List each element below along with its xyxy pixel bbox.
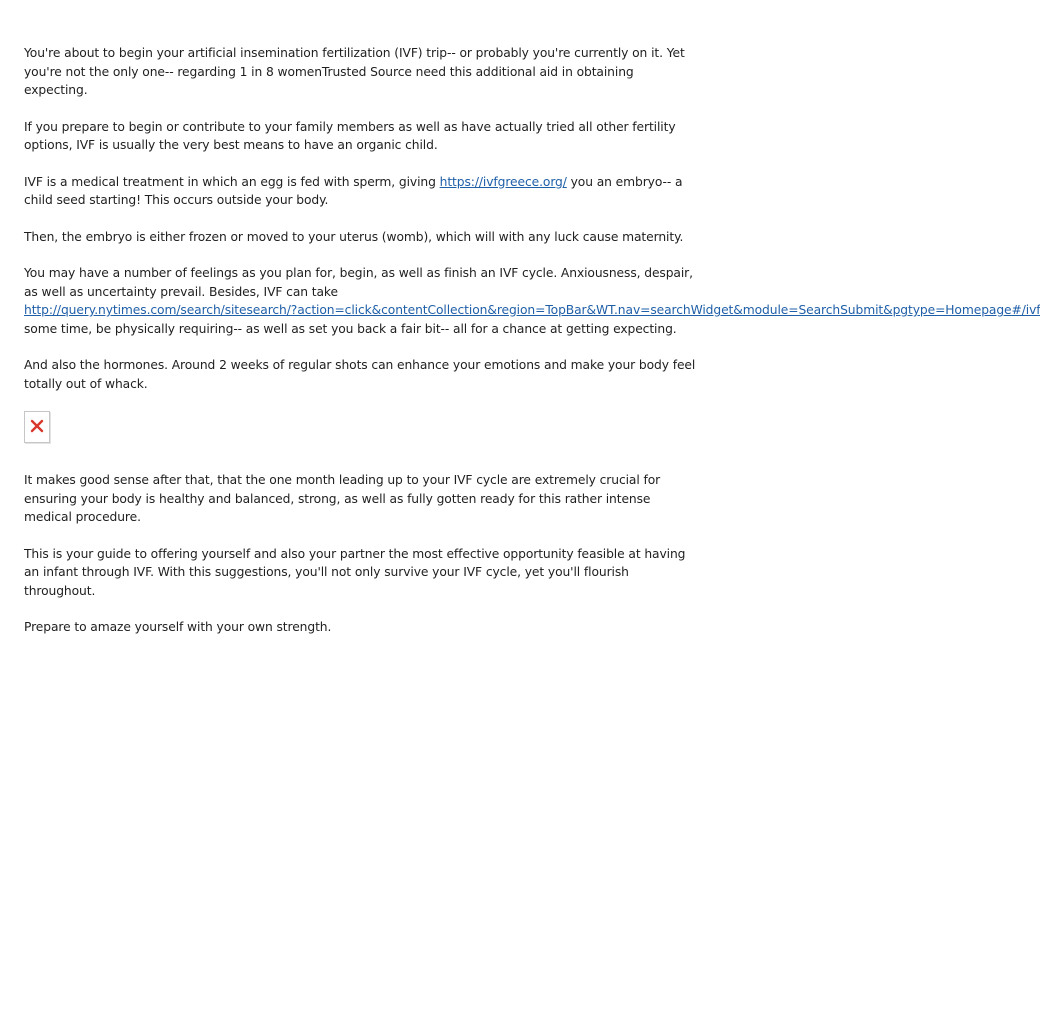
paragraph-text: IVF is a medical treatment in which an egg is fed with sperm, giving [24, 174, 440, 189]
paragraph-text: you an embryo-- a child seed starting! This occurs outside your body. [24, 174, 683, 207]
broken-image-icon [24, 411, 50, 443]
paragraph-embryo: Then, the embryo is either frozen or moved to your uterus (womb), which will with any luck cause maternity. [24, 229, 684, 244]
paragraph-guide: This is your guide to offering yourself and also your partner the most effective opportunity feasible at having an infant through IVF. With this suggestions, you'll not only survive your IVF cycle, yet you'll flourish throughout. [24, 546, 686, 598]
paragraph-feelings [24, 264, 1040, 338]
ivfgreece-link[interactable]: https://ivfgreece.org/ [439, 174, 567, 189]
paragraph-text: You may have a number of feelings as you plan for, begin, as well as finish an IVF cycle. Anxiousness, despair, as well as uncertainty prevail. Besides, IVF can take [24, 266, 693, 299]
paragraph-closing: Prepare to amaze yourself with your own strength. [24, 620, 332, 634]
paragraph-text: some time, be physically requiring-- as well as set you back a fair bit-- all for a chance at getting expecting. [24, 321, 677, 336]
paragraph-fertility-options: If you prepare to begin or contribute to your family members as well as have actually tried all other fertility options, IVF is usually the very best means to have an organic child. [24, 119, 676, 152]
paragraph-ivf-definition [24, 173, 700, 210]
document-body [24, 44, 1040, 655]
nytimes-search-link[interactable]: http://query.nytimes.com/search/sitesearch/?action=click&contentCollection&region=TopBar&WT.nav=searchWidget&module=SearchSubmit&pgtype=Homepage#/ivf [24, 303, 1040, 317]
paragraph-preparation: It makes good sense after that, that the one month leading up to your IVF cycle are extremely crucial for ensuring your body is healthy and balanced, strong, as well as fully gotten ready for this rather intense medical procedure. [24, 473, 661, 524]
close-x-icon [30, 419, 44, 433]
paragraph-hormones: And also the hormones. Around 2 weeks of regular shots can enhance your emotions and make your body feel totally out of whack. [24, 358, 696, 391]
paragraph-intro: You're about to begin your artificial insemination fertilization (IVF) trip-- or probably you're currently on it. Yet you're not the only one-- regarding 1 in 8 womenTrusted Source need this additional aid in obtaining expecting. [24, 46, 685, 97]
